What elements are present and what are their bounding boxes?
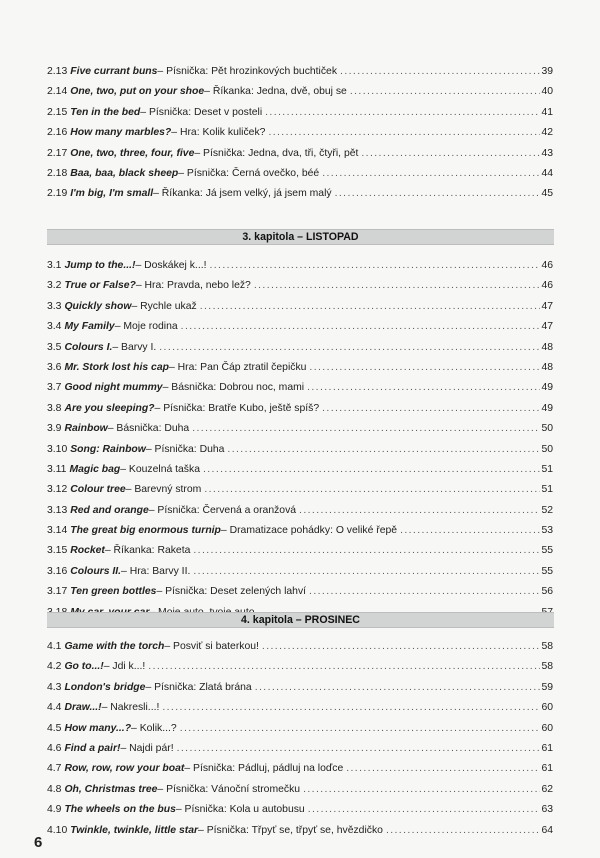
toc-entry	[47, 419, 553, 439]
entry-description: – Moje rodina	[114, 321, 178, 333]
entry-description: – Posviť si baterkou!	[164, 641, 259, 652]
chapter-heading-3: 3. kapitola – LISTOPAD	[47, 229, 554, 245]
dot-leader	[309, 358, 540, 378]
entry-number: 3.5	[47, 341, 62, 353]
entry-number: 2.19	[47, 188, 68, 200]
entry-page: 47	[541, 300, 553, 312]
entry-description: – Hra: Kolik kuliček?	[171, 127, 266, 139]
entry-number: 4.10	[47, 824, 68, 836]
entry-description: – Kouzelná taška	[120, 463, 200, 475]
entry-description: – Písnička: Jedna, dva, tři, čtyři, pět	[194, 147, 359, 159]
dot-leader	[162, 698, 540, 718]
entry-number: 4.9	[47, 804, 62, 816]
entry-page: 42	[541, 127, 553, 139]
page-number: 6	[34, 834, 43, 851]
toc-entry	[47, 719, 553, 739]
entry-title: Twinkle, twinkle, little star	[70, 824, 199, 836]
entry-number: 4.4	[47, 702, 62, 714]
entry-description: – Písnička: Deset v posteli	[140, 106, 263, 118]
entry-description: – Písnička: Třpyť se, třpyť se, hvězdičko	[198, 824, 383, 836]
entry-title: Colour tree	[70, 484, 126, 496]
dot-leader	[265, 103, 540, 123]
entry-title: Game with the torch	[64, 641, 165, 652]
entry-page: 41	[541, 106, 553, 118]
entry-title: Colours II.	[70, 565, 122, 577]
entry-title: One, two, put on your shoe	[70, 86, 205, 98]
entry-number: 4.7	[47, 763, 62, 775]
toc-entry	[47, 399, 553, 419]
entry-page: 51	[541, 484, 553, 496]
entry-number: 3.12	[47, 484, 68, 496]
toc-entry	[47, 144, 553, 164]
entry-page: 52	[541, 504, 553, 516]
dot-leader	[180, 719, 541, 739]
dot-leader	[308, 800, 541, 820]
entry-title: Jump to the...!	[64, 260, 136, 271]
dot-leader	[400, 521, 540, 541]
entry-page: 63	[541, 804, 553, 816]
entry-number: 3.11	[47, 463, 67, 475]
toc-entry	[47, 460, 553, 480]
dot-leader	[148, 657, 540, 677]
entry-page: 43	[541, 147, 553, 159]
dot-leader	[193, 541, 540, 561]
entry-title: Red and orange	[70, 504, 149, 516]
entry-title: Row, row, row your boat	[64, 763, 185, 775]
toc-entry	[47, 317, 553, 337]
entry-description: – Básnička: Duha	[107, 423, 190, 435]
entry-description: – Písnička: Duha	[145, 443, 225, 455]
entry-number: 4.2	[47, 661, 62, 673]
entry-description: – Kolik...?	[131, 722, 177, 734]
toc-entry	[47, 657, 553, 677]
entry-title: Magic bag	[69, 463, 121, 475]
entry-description: – Písnička: Pět hrozinkových buchtiček	[157, 66, 338, 77]
entry-description: – Doskákej k...!	[135, 260, 207, 271]
entry-number: 2.17	[47, 147, 68, 159]
toc-entry	[47, 358, 553, 378]
entry-description: – Říkanka: Jedna, dvě, obuj se	[204, 86, 347, 98]
entry-page: 59	[541, 681, 553, 693]
entry-number: 3.8	[47, 402, 62, 414]
dot-leader	[340, 62, 540, 82]
entry-description: – Říkanka: Já jsem velký, já jsem malý	[153, 188, 332, 200]
entry-number: 3.2	[47, 280, 62, 292]
entry-number: 3.3	[47, 300, 62, 312]
entry-title: How many marbles?	[70, 127, 172, 139]
entry-page: 61	[541, 742, 553, 754]
entry-description: – Písnička: Černá ovečko, béé	[178, 167, 320, 179]
toc-list-chapter-3	[47, 256, 553, 623]
entry-page: 44	[541, 167, 553, 179]
entry-number: 4.5	[47, 722, 62, 734]
entry-number: 3.4	[47, 321, 62, 333]
dot-leader	[262, 637, 541, 657]
dot-leader	[177, 739, 541, 759]
toc-entry	[47, 678, 553, 698]
entry-description: – Hra: Barvy II.	[121, 565, 191, 577]
entry-description: – Hra: Pan Čáp ztratil čepičku	[168, 361, 307, 373]
dot-leader	[361, 144, 540, 164]
dot-leader	[346, 759, 540, 779]
entry-title: Good night mummy	[64, 382, 163, 394]
dot-leader	[209, 256, 540, 276]
entry-number: 3.17	[47, 586, 68, 598]
entry-title: Are you sleeping?	[64, 402, 155, 414]
entry-description: – Písnička: Pádluj, pádluj na loďce	[184, 763, 344, 775]
entry-title: Baa, baa, black sheep	[70, 167, 179, 179]
dot-leader	[322, 164, 540, 184]
entry-title: Five currant buns	[70, 66, 158, 77]
entry-page: 55	[541, 565, 553, 577]
dot-leader	[181, 317, 541, 337]
toc-list-chapter-4	[47, 637, 553, 841]
toc-entry	[47, 821, 553, 841]
entry-page: 60	[541, 702, 553, 714]
entry-title: Rainbow	[64, 423, 108, 435]
toc-entry	[47, 501, 553, 521]
entry-page: 58	[541, 661, 553, 673]
toc-entry	[47, 739, 553, 759]
toc-entry	[47, 338, 553, 358]
entry-number: 4.1	[47, 641, 62, 652]
entry-page: 62	[541, 783, 553, 795]
entry-page: 64	[541, 824, 553, 836]
entry-number: 3.1	[47, 260, 62, 271]
entry-page: 45	[541, 188, 553, 200]
entry-page: 55	[541, 545, 553, 557]
entry-description: – Nakresli...!	[101, 702, 160, 714]
entry-title: Song: Rainbow	[70, 443, 146, 455]
entry-number: 3.9	[47, 423, 62, 435]
toc-entry	[47, 276, 553, 296]
entry-description: – Říkanka: Raketa	[104, 545, 191, 557]
toc-entry	[47, 440, 553, 460]
entry-number: 2.14	[47, 86, 68, 98]
dot-leader	[200, 297, 541, 317]
entry-title: Rocket	[70, 545, 105, 557]
dot-leader	[307, 378, 540, 398]
toc-entry	[47, 297, 553, 317]
entry-description: – Básnička: Dobrou noc, mami	[162, 382, 305, 394]
entry-title: Ten in the bed	[70, 106, 141, 118]
entry-number: 3.10	[47, 443, 68, 455]
entry-number: 2.15	[47, 106, 68, 118]
toc-entry	[47, 123, 553, 143]
entry-description: – Barvy I.	[112, 341, 157, 353]
entry-title: Oh, Christmas tree	[64, 783, 158, 795]
entry-title: Ten green bottles	[70, 586, 157, 598]
entry-description: – Písnička: Vánoční stromečku	[157, 783, 301, 795]
entry-number: 3.13	[47, 504, 68, 516]
entry-description: – Rychle ukaž	[131, 300, 197, 312]
entry-title: The wheels on the bus	[64, 804, 176, 816]
dot-leader	[268, 123, 540, 143]
dot-leader	[254, 276, 541, 296]
entry-number: 4.6	[47, 742, 62, 754]
toc-entry	[47, 62, 553, 82]
toc-entry	[47, 164, 553, 184]
entry-page: 47	[541, 321, 553, 333]
toc-entry	[47, 562, 553, 582]
entry-description: – Písnička: Zlatá brána	[145, 681, 252, 693]
toc-entry	[47, 184, 553, 204]
entry-page: 48	[541, 341, 553, 353]
dot-leader	[335, 184, 541, 204]
entry-title: Find a pair!	[64, 742, 121, 754]
entry-description: – Písnička: Červená a oranžová	[148, 504, 297, 516]
toc-entry	[47, 582, 553, 602]
entry-title: Draw...!	[64, 702, 102, 714]
dot-leader	[193, 562, 540, 582]
toc-entry	[47, 82, 553, 102]
dot-leader	[309, 582, 540, 602]
entry-title: One, two, three, four, five	[70, 147, 195, 159]
dot-leader	[386, 821, 541, 841]
entry-page: 48	[541, 361, 553, 373]
toc-entry	[47, 256, 553, 276]
entry-number: 2.16	[47, 127, 68, 139]
entry-title: Mr. Stork lost his cap	[64, 361, 169, 373]
entry-page: 49	[541, 402, 553, 414]
entry-description: – Dramatizace pohádky: O veliké řepě	[220, 525, 398, 537]
entry-page: 46	[541, 280, 553, 292]
toc-entry	[47, 800, 553, 820]
entry-number: 4.3	[47, 681, 62, 693]
toc-entry	[47, 759, 553, 779]
entry-page: 61	[541, 763, 553, 775]
dot-leader	[322, 399, 540, 419]
entry-page: 50	[541, 423, 553, 435]
toc-entry	[47, 521, 553, 541]
dot-leader	[204, 480, 540, 500]
toc-entry	[47, 780, 553, 800]
entry-description: – Písnička: Bratře Kubo, ještě spíš?	[154, 402, 320, 414]
entry-description: – Písnička: Deset zelených lahví	[156, 586, 307, 598]
entry-page: 60	[541, 722, 553, 734]
entry-title: I'm big, I'm small	[70, 188, 154, 200]
entry-page: 40	[541, 86, 553, 98]
entry-number: 2.13	[47, 66, 68, 77]
dot-leader	[350, 82, 541, 102]
entry-title: My Family	[64, 321, 115, 333]
entry-number: 3.15	[47, 545, 68, 557]
toc-entry	[47, 480, 553, 500]
entry-description: – Písnička: Kola u autobusu	[175, 804, 305, 816]
dot-leader	[159, 338, 540, 358]
entry-description: – Jdi k...!	[103, 661, 146, 673]
toc-entry	[47, 378, 553, 398]
dot-leader	[192, 419, 540, 439]
entry-page: 56	[541, 586, 553, 598]
entry-title: Colours I.	[64, 341, 113, 353]
entry-title: London's bridge	[64, 681, 146, 693]
entry-number: 3.6	[47, 361, 62, 373]
entry-description: – Barevný strom	[125, 484, 202, 496]
entry-description: – Najdi pár!	[120, 742, 174, 754]
entry-title: How many...?	[64, 722, 132, 734]
entry-number: 3.16	[47, 565, 68, 577]
toc-entry	[47, 698, 553, 718]
entry-page: 53	[541, 525, 553, 537]
toc-entry	[47, 103, 553, 123]
entry-number: 4.8	[47, 783, 62, 795]
dot-leader	[227, 440, 540, 460]
dot-leader	[303, 780, 540, 800]
toc-entry	[47, 541, 553, 561]
entry-title: Go to...!	[64, 661, 104, 673]
toc-entry	[47, 637, 553, 657]
toc-list-chapter-2	[47, 62, 553, 205]
entry-number: 3.14	[47, 525, 68, 537]
entry-page: 51	[541, 463, 553, 475]
entry-page: 49	[541, 382, 553, 394]
entry-number: 3.7	[47, 382, 62, 394]
dot-leader	[255, 678, 541, 698]
entry-title: The great big enormous turnip	[70, 525, 221, 537]
entry-page: 58	[541, 641, 553, 652]
dot-leader	[203, 460, 540, 480]
entry-page: 39	[541, 66, 553, 77]
entry-number: 2.18	[47, 167, 68, 179]
entry-page: 46	[541, 260, 553, 271]
dot-leader	[299, 501, 540, 521]
entry-page: 50	[541, 443, 553, 455]
entry-description: – Hra: Pravda, nebo lež?	[135, 280, 251, 292]
entry-title: Quickly show	[64, 300, 132, 312]
entry-title: True or False?	[64, 280, 136, 292]
chapter-heading-4: 4. kapitola – PROSINEC	[47, 612, 554, 628]
